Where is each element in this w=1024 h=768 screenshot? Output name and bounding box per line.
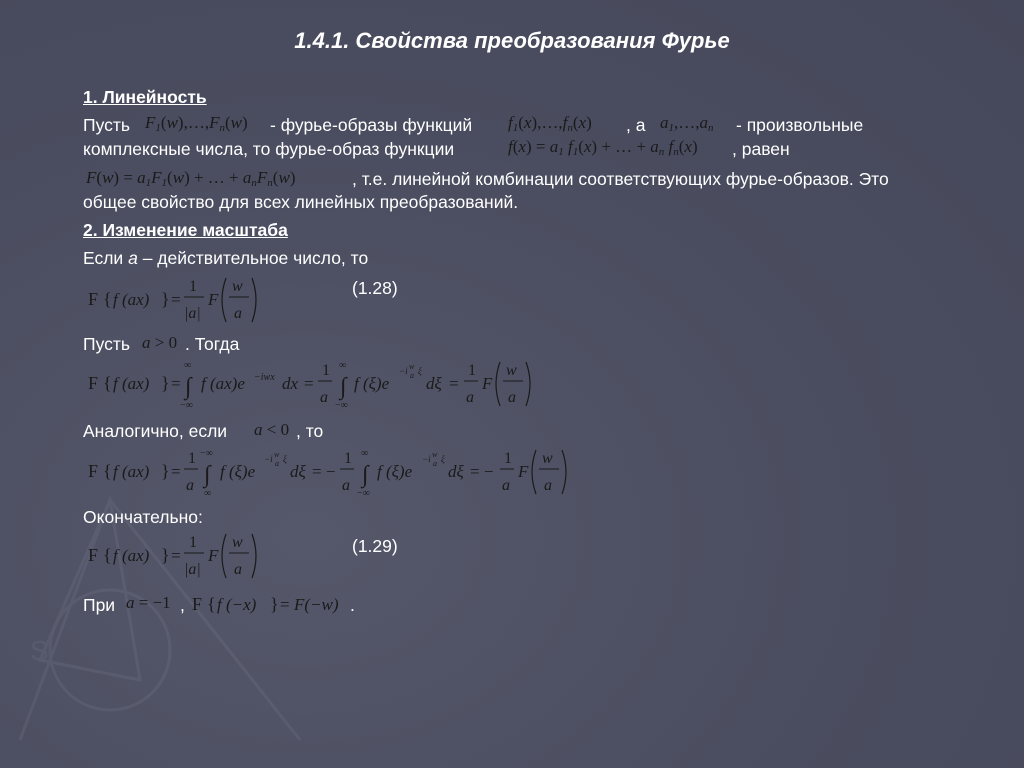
svg-text:a: a (410, 371, 414, 380)
svg-text:a: a (466, 389, 474, 406)
svg-text:−iwx: −iwx (254, 372, 275, 383)
svg-text:a: a (234, 305, 242, 322)
text-period: . (350, 595, 355, 615)
svg-text:F: F (518, 462, 529, 481)
text-let-a-positive: Пусть (83, 334, 131, 354)
svg-text:dξ: dξ (290, 462, 306, 481)
svg-text:∞: ∞ (204, 488, 212, 499)
formula-a-gt-0: a > 0 (142, 333, 178, 352)
svg-text:f (ξ)e: f (ξ)e (220, 462, 256, 481)
svg-text:∞: ∞ (184, 360, 192, 371)
svg-text:{: { (207, 594, 216, 614)
svg-text:a: a (342, 477, 350, 494)
svg-text:−i: −i (264, 454, 273, 464)
formula-a-lt-0: a < 0 (254, 420, 290, 439)
svg-text:a: a (508, 389, 516, 406)
svg-text:∫: ∫ (362, 462, 369, 488)
svg-text:f (ax): f (ax) (113, 462, 150, 481)
text-finally: Окончательно: (83, 507, 203, 527)
svg-text:=: = (171, 546, 181, 565)
svg-text:=: = (449, 374, 459, 393)
section-heading-scaling: 2. Изменение масштаба (83, 220, 288, 240)
text-fourier-images: - фурье-образы функций (270, 115, 473, 135)
svg-text:F: F (88, 545, 99, 565)
svg-text:1: 1 (189, 278, 197, 295)
svg-text:∞: ∞ (339, 360, 347, 371)
svg-text:w: w (432, 450, 438, 459)
svg-text:F: F (88, 461, 99, 481)
formula-reflection (190, 586, 350, 625)
svg-text:F: F (88, 289, 99, 309)
formula-integral-positive (86, 356, 536, 419)
svg-text:−∞: −∞ (180, 400, 193, 411)
svg-text:1: 1 (344, 450, 352, 467)
section-heading-linearity: 1. Линейность (83, 87, 207, 107)
svg-text:∞: ∞ (361, 448, 369, 459)
svg-text:f (ax)e: f (ax)e (201, 374, 245, 393)
svg-text:F(−w): F(−w) (294, 595, 339, 614)
svg-text:∫: ∫ (185, 374, 192, 400)
svg-text:F: F (208, 546, 219, 565)
svg-text:a: a (234, 561, 242, 578)
svg-text:f (ax): f (ax) (113, 374, 150, 393)
svg-text:}: } (161, 373, 170, 393)
svg-text:−i: −i (422, 454, 431, 464)
svg-text:F: F (482, 374, 493, 393)
svg-text:= −: = − (312, 462, 336, 481)
text-similarly-if: Аналогично, если (83, 421, 228, 441)
svg-text:w: w (506, 362, 517, 379)
svg-text:=: = (171, 462, 181, 481)
text-arbitrary: - произвольные (736, 115, 864, 135)
text-if-a-real: Если a – действительное число, то (83, 248, 369, 268)
svg-text:−∞: −∞ (200, 448, 213, 459)
text-when: При (83, 595, 116, 615)
formula-F1-Fn: $F_1(w),\dots,F_n(w)$ (145, 113, 248, 134)
svg-text:S: S (30, 635, 49, 666)
svg-text:}: } (270, 594, 279, 614)
svg-text:}: } (161, 461, 170, 481)
svg-text:f (ax): f (ax) (113, 546, 150, 565)
svg-text:{: { (103, 461, 112, 481)
svg-text:=: = (280, 595, 290, 614)
svg-text:1: 1 (189, 534, 197, 551)
svg-text:F: F (88, 373, 99, 393)
svg-text:w: w (542, 450, 553, 467)
svg-text:a: a (186, 477, 194, 494)
svg-text:1: 1 (322, 362, 330, 379)
svg-text:f (−x): f (−x) (217, 595, 257, 614)
text-and: , а (626, 115, 646, 135)
svg-text:ξ: ξ (283, 454, 287, 464)
formula-a1-an: $a_1,\dots,a_n$ (660, 113, 714, 134)
equation-number-1-29: (1.29) (352, 536, 398, 556)
svg-text:F: F (192, 594, 203, 614)
formula-a-eq-minus-1: a = −1 (126, 593, 171, 612)
svg-text:1: 1 (188, 450, 196, 467)
text-then: . Тогда (185, 334, 240, 354)
svg-text:f (ξ)e: f (ξ)e (354, 374, 390, 393)
svg-text:dξ: dξ (448, 462, 464, 481)
svg-text:=: = (171, 290, 181, 309)
svg-text:1: 1 (468, 362, 476, 379)
svg-text:{: { (103, 373, 112, 393)
formula-1-28 (86, 272, 266, 333)
formula-F-sum: $F(w) = a_1F_1(w)$ + … + $a_nF_n(w)$ (86, 168, 296, 189)
svg-text:a: a (320, 389, 328, 406)
svg-text:=: = (304, 374, 314, 393)
svg-text:f (ax): f (ax) (113, 290, 150, 309)
svg-text:−i: −i (399, 366, 408, 376)
svg-text:a: a (544, 477, 552, 494)
text-general-property: общее свойство для всех линейных преобразований. (83, 192, 519, 212)
svg-text:a: a (275, 459, 279, 468)
page-title: 1.4.1. Свойства преобразования Фурье (294, 28, 730, 53)
svg-text:w: w (274, 450, 280, 459)
svg-text:dx: dx (282, 374, 299, 393)
svg-text:|a|: |a| (184, 305, 201, 322)
text-comma: , (180, 595, 185, 615)
text-equals: , равен (732, 139, 790, 159)
svg-text:ξ: ξ (418, 366, 422, 376)
formula-1-29 (86, 528, 266, 589)
svg-text:f (ξ)e: f (ξ)e (377, 462, 413, 481)
svg-text:ξ: ξ (441, 454, 445, 464)
formula-f1-fn: $f_1(x),\dots,f_n(x)$ (508, 113, 592, 134)
text-then-2: , то (296, 421, 324, 441)
svg-text:w: w (232, 278, 243, 295)
equation-number-1-28: (1.28) (352, 278, 398, 298)
svg-text:w: w (409, 362, 415, 371)
svg-text:{: { (103, 545, 112, 565)
text-complex-numbers: комплексные числа, то фурье-образ функции (83, 139, 455, 159)
svg-text:}: } (161, 289, 170, 309)
svg-text:|a|: |a| (184, 561, 201, 578)
svg-text:∫: ∫ (204, 462, 211, 488)
svg-text:∫: ∫ (340, 374, 347, 400)
svg-text:}: } (161, 545, 170, 565)
svg-text:=: = (171, 374, 181, 393)
svg-text:F: F (208, 290, 219, 309)
svg-text:a: a (502, 477, 510, 494)
formula-integral-negative (86, 444, 572, 507)
svg-text:−∞: −∞ (335, 400, 348, 411)
text-linear-combination: , т.е. линейной комбинации соответствующих фурье-образов. Это (352, 169, 889, 189)
svg-text:1: 1 (504, 450, 512, 467)
svg-text:= −: = − (470, 462, 494, 481)
svg-text:w: w (232, 534, 243, 551)
svg-text:−∞: −∞ (357, 488, 370, 499)
text-let: Пусть (83, 115, 131, 135)
svg-text:{: { (103, 289, 112, 309)
svg-text:dξ: dξ (426, 374, 442, 393)
formula-f-sum: $f(x) = a_1$ $f_1(x)$ + … + $a_n$ $f_n(x)$ (508, 137, 698, 158)
svg-text:a: a (433, 459, 437, 468)
